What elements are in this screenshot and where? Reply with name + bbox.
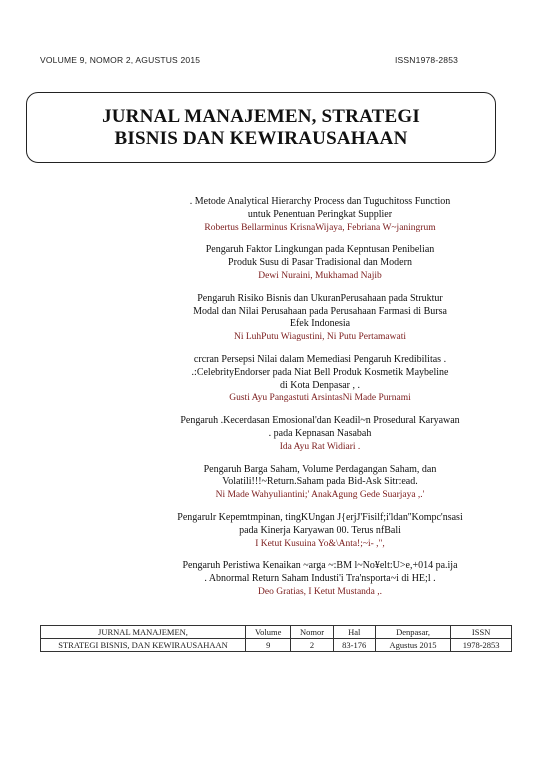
journal-title-line1: JURNAL MANAJEMEN, STRATEGI (102, 105, 420, 127)
article-authors: Deo Gratias, I Ketut Mustanda ,. (258, 586, 382, 597)
title-line: pada Kinerja Karyawan 00. Terus nfBali (239, 524, 401, 536)
article-title (140, 354, 500, 392)
title-line: . pada Kepnasan Nasabah (268, 427, 372, 439)
volume-line: VOLUME 9, NOMOR 2, AGUSTUS 2015 (40, 55, 201, 65)
value-cell-issn: 1978-2853 (451, 639, 512, 652)
title-line: . Abnormal Return Saham Industi'i Tra'nsporta~i di HE;l . (204, 573, 436, 585)
article-authors: Ida Ayu Rat Widiari . (279, 441, 361, 452)
title-line: Pengaruh Barga Saham, Volume Perdagangan Saham, dan (203, 463, 437, 475)
journal-name-cell: JURNAL MANAJEMEN, (41, 626, 246, 639)
journal-title-line2: BISNIS DAN KEWIRAUSAHAAN (114, 127, 408, 149)
title-line: .:CelebrityEndorser pada Niat Bell Produk Kosmetik Maybeline (191, 366, 449, 378)
article-1 (140, 196, 500, 234)
table-row (41, 626, 512, 639)
article-authors: Dewi Nuraini, Mukhamad Najib (258, 270, 382, 281)
article-title (140, 293, 500, 331)
title-line: di Kota Denpasar , . (280, 379, 360, 391)
journal-name-cell: STRATEGI BISNIS, DAN KEWIRAUSAHAAN (41, 639, 246, 652)
article-6 (140, 464, 500, 502)
title-line: Pengaruh .Kecerdasan Emosional'dan Keadil~n Prosedural Karyawan (180, 415, 460, 427)
article-7 (140, 512, 500, 550)
article-2 (140, 244, 500, 282)
article-title (140, 415, 500, 441)
title-line: Efek Indonesia (289, 318, 351, 330)
title-line: Pengarulr Kepemtmpinan, tingKUngan J{erjJ'Fisilf;i'ldan''Kompc'nsasi (177, 511, 463, 523)
header-cell-volume: Volume (246, 626, 291, 639)
header-cell-nomor: Nomor (291, 626, 333, 639)
value-cell-hal: 83-176 (333, 639, 375, 652)
article-title (140, 244, 500, 270)
title-line: Volatili!!!~Return.Saham pada Bid-Ask Sitr:ead. (222, 476, 418, 488)
article-title (140, 560, 500, 586)
title-line: Pengaruh Risiko Bisnis dan UkuranPerusahaan pada Struktur (197, 292, 443, 304)
article-authors: Gusti Ayu Pangastuti ArsintasNi Made Purnami (229, 393, 411, 404)
article-title (140, 196, 500, 222)
article-title (140, 512, 500, 538)
title-line: . Metode Analytical Hierarchy Process dan Tuguchitoss Function (189, 196, 451, 207)
value-cell-date: Agustus 2015 (375, 639, 450, 652)
article-title (140, 464, 500, 490)
article-3 (140, 293, 500, 344)
title-line: Pengaruh Peristiwa Kenaikan ~arga ~:BM l~No¥elt:U>e,+014 pa.ija (182, 560, 458, 572)
table-of-contents (140, 196, 500, 609)
article-authors: Robertus Bellarminus KrisnaWijaya, Febriana W~janingrum (204, 222, 436, 233)
table-row (41, 639, 512, 652)
title-line: Pengaruh Faktor Lingkungan pada Kepntusan Penibelian (205, 244, 435, 256)
title-line: crcran Persepsi Nilai dalam Memediasi Pengaruh Kredibilitas . (193, 353, 447, 365)
header-cell-denpasar: Denpasar, (375, 626, 450, 639)
value-cell-volume: 9 (246, 639, 291, 652)
journal-info-table (40, 625, 512, 652)
title-line: untuk Penentuan Peringkat Supplier (247, 208, 393, 220)
header-cell-hal: Hal (333, 626, 375, 639)
journal-title-box (26, 92, 496, 163)
article-authors: I Ketut Kusuina Yo&\Anta!;~i- ,", (255, 538, 385, 549)
header-cell-issn: ISSN (451, 626, 512, 639)
title-line: Produk Susu di Pasar Tradisional dan Modern (228, 257, 412, 269)
value-cell-nomor: 2 (291, 639, 333, 652)
article-8 (140, 560, 500, 598)
article-4 (140, 354, 500, 405)
issn-line: ISSN1978-2853 (395, 55, 459, 65)
article-authors: Ni Made Wahyuliantini;' AnakAgung Gede Suarjaya ,.' (215, 490, 425, 501)
title-line: Modal dan Nilai Perusahaan pada Perusahaan Farmasi di Bursa (193, 305, 447, 317)
article-5 (140, 415, 500, 453)
article-authors: Ni LuhPutu Wiagustini, Ni Putu Pertamawati (233, 332, 407, 343)
